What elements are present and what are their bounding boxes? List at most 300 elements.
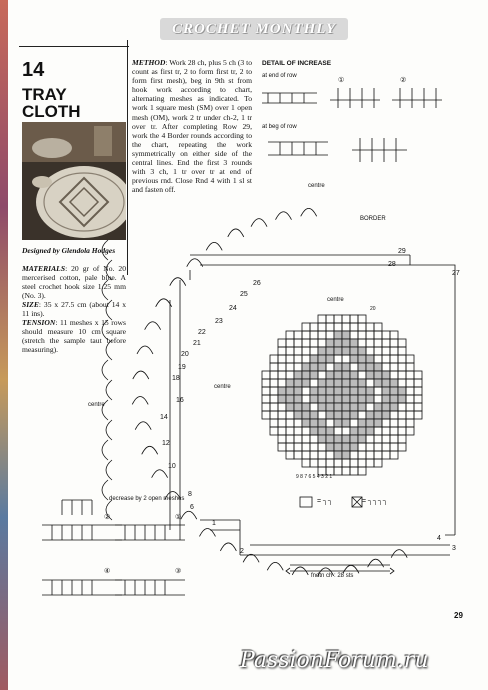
chart-mesh	[318, 443, 326, 451]
chart-mesh	[350, 339, 358, 347]
chart-mesh	[326, 339, 334, 347]
chart-mesh	[374, 395, 382, 403]
chart-mesh	[278, 443, 286, 451]
chart-mesh	[390, 443, 398, 451]
chart-mesh	[342, 331, 350, 339]
chart-mesh	[366, 379, 374, 387]
step-number: ④	[104, 568, 111, 575]
chart-mesh	[342, 467, 350, 475]
chart-mesh	[326, 379, 334, 387]
chart-mesh	[406, 403, 414, 411]
chart-mesh	[294, 395, 302, 403]
chart-mesh	[334, 435, 342, 443]
chart-mesh	[310, 387, 318, 395]
chart-mesh	[398, 419, 406, 427]
chart-mesh	[302, 363, 310, 371]
method-body: : Work 28 ch, plus 5 ch (3 to count as first tr, 2 to form first tr, 2 to form first mesh), beg in 9th st from hook work according to chart, alternating meshes as indicated. To work 1 square mesh (SM) over 1 open mesh (OM), work 2 tr under ch-2, 1 tr over tr. After completing Row 29, work the 4 Border rounds according to the chart, repeating the work symmetrically on either side of the central lines. End the first 3 rounds with 3 ch, 1 tr over tr at end of previous rnd. Close Rnd 4 with 1 sl st and fasten off.	[132, 58, 252, 195]
chart-mesh	[326, 427, 334, 435]
border-scallop	[391, 550, 407, 558]
chart-mesh	[334, 443, 342, 451]
row-label: 26	[253, 280, 261, 287]
step-number: ②	[400, 77, 407, 84]
chart-mesh	[318, 419, 326, 427]
border-scallop	[135, 422, 151, 430]
chart-mesh	[318, 435, 326, 443]
chart-mesh	[350, 411, 358, 419]
row-label: 1	[212, 520, 216, 527]
chart-mesh	[286, 331, 294, 339]
chart-mesh	[334, 419, 342, 427]
chart-mesh	[366, 451, 374, 459]
chart-mesh	[334, 379, 342, 387]
row-label: 8	[188, 491, 192, 498]
chart-mesh	[334, 395, 342, 403]
chart-mesh	[390, 395, 398, 403]
header-title: CROCHET MONTHLY	[171, 21, 337, 37]
chart-mesh	[310, 443, 318, 451]
row-label: 28	[388, 261, 396, 268]
chart-mesh	[342, 427, 350, 435]
chart-mesh	[302, 323, 310, 331]
border-scallop	[132, 396, 148, 404]
chart-mesh	[366, 331, 374, 339]
chart-mesh	[294, 435, 302, 443]
chart-mesh	[374, 427, 382, 435]
chart-mesh	[334, 451, 342, 459]
chart-mesh	[310, 451, 318, 459]
chart-mesh	[302, 347, 310, 355]
chart-mesh	[382, 379, 390, 387]
chart-mesh	[374, 459, 382, 467]
tension-label: TENSION	[22, 318, 56, 327]
chart-mesh	[382, 387, 390, 395]
chart-mesh	[414, 371, 422, 379]
chart-mesh	[358, 419, 366, 427]
chart-mesh	[342, 387, 350, 395]
chart-mesh	[286, 363, 294, 371]
centre-label: centre	[214, 384, 231, 390]
chart-mesh	[318, 467, 326, 475]
chart-mesh	[310, 395, 318, 403]
chart-mesh	[406, 395, 414, 403]
chart-mesh	[382, 371, 390, 379]
tension-value: : 11 meshes x 15 rows should measure 10 cm square (stretch the sample taut before measuring).	[22, 318, 126, 354]
row-label: 21	[193, 340, 201, 347]
chart-mesh	[294, 363, 302, 371]
chart-mesh	[326, 459, 334, 467]
chart-mesh	[350, 403, 358, 411]
chart-mesh	[302, 379, 310, 387]
border-scallop	[106, 460, 112, 480]
chart-mesh	[406, 379, 414, 387]
centre-label: centre	[308, 183, 325, 189]
chart-mesh	[398, 339, 406, 347]
chart-mesh	[318, 315, 326, 323]
chart-mesh	[342, 403, 350, 411]
chart-mesh	[414, 387, 422, 395]
chart-mesh	[366, 395, 374, 403]
chart-mesh	[342, 419, 350, 427]
chart-mesh	[302, 459, 310, 467]
chart-mesh	[374, 339, 382, 347]
chart-mesh	[294, 355, 302, 363]
chart-mesh	[286, 339, 294, 347]
pattern-number: 14	[22, 59, 45, 81]
chart-mesh	[278, 339, 286, 347]
chart-mesh	[374, 451, 382, 459]
border-scallop	[102, 320, 108, 340]
chart-mesh	[326, 435, 334, 443]
chart-mesh	[374, 435, 382, 443]
chart-mesh	[406, 419, 414, 427]
chart-mesh	[278, 363, 286, 371]
chart-mesh	[302, 387, 310, 395]
chart-mesh	[286, 435, 294, 443]
chart-mesh	[390, 371, 398, 379]
chart-mesh	[406, 355, 414, 363]
chart-mesh	[334, 427, 342, 435]
border-scallop	[206, 242, 222, 250]
chart-mesh	[334, 323, 342, 331]
chart-row-number: 20	[370, 306, 376, 312]
chart-mesh	[302, 427, 310, 435]
row-label: 10	[168, 463, 176, 470]
chart-mesh	[350, 427, 358, 435]
border-scallop	[106, 500, 112, 520]
chart-mesh	[302, 331, 310, 339]
chart-mesh	[366, 371, 374, 379]
row-label: 23	[215, 318, 223, 325]
chart-mesh	[414, 411, 422, 419]
chart-mesh	[398, 443, 406, 451]
chart-mesh	[374, 379, 382, 387]
chart-mesh	[318, 411, 326, 419]
chart-mesh	[366, 363, 374, 371]
chart-column-numbers: 9 8 7 6 5 4 3 2 1	[296, 474, 333, 480]
border-scallop	[106, 420, 112, 440]
border-scallop	[106, 260, 112, 280]
border-scallop	[170, 278, 186, 286]
row-label: 25	[240, 291, 248, 298]
chart-mesh	[390, 379, 398, 387]
chart-mesh	[334, 315, 342, 323]
chart-mesh	[318, 355, 326, 363]
border-scallop	[137, 346, 153, 354]
chart-mesh	[366, 403, 374, 411]
chart-mesh	[358, 443, 366, 451]
chart-mesh	[294, 451, 302, 459]
chart-mesh	[334, 339, 342, 347]
chart-mesh	[342, 371, 350, 379]
chart-mesh	[310, 355, 318, 363]
chart-mesh	[398, 435, 406, 443]
chart-mesh	[302, 435, 310, 443]
chart-mesh	[342, 347, 350, 355]
chart-mesh	[390, 451, 398, 459]
chart-mesh	[382, 331, 390, 339]
border-scallop	[106, 340, 112, 360]
border-scallop	[368, 559, 384, 567]
at-beg-label: at beg of row	[262, 124, 297, 130]
chart-mesh	[326, 467, 334, 475]
chart-mesh	[302, 451, 310, 459]
chart-mesh	[326, 443, 334, 451]
chart-mesh	[318, 339, 326, 347]
chart-mesh	[334, 411, 342, 419]
chart-mesh	[326, 403, 334, 411]
chart-mesh	[270, 371, 278, 379]
chart-mesh	[342, 363, 350, 371]
chart-mesh	[318, 459, 326, 467]
chart-mesh	[406, 363, 414, 371]
chart-mesh	[390, 419, 398, 427]
chart-mesh	[390, 435, 398, 443]
chart-mesh	[414, 403, 422, 411]
chart-mesh	[278, 395, 286, 403]
border-scallop	[102, 400, 108, 420]
border-scallop	[275, 212, 291, 220]
chart-mesh	[326, 411, 334, 419]
chart-mesh	[390, 355, 398, 363]
chart-mesh	[334, 467, 342, 475]
chart-mesh	[286, 403, 294, 411]
chart-mesh	[334, 363, 342, 371]
row-label: 27	[452, 270, 460, 277]
chart-mesh	[358, 451, 366, 459]
chart-mesh	[310, 371, 318, 379]
chart-mesh	[350, 451, 358, 459]
chart-mesh	[278, 371, 286, 379]
chart-mesh	[326, 419, 334, 427]
chart-mesh	[358, 387, 366, 395]
chart-mesh	[382, 339, 390, 347]
chart-mesh	[366, 443, 374, 451]
chart-mesh	[270, 403, 278, 411]
chart-mesh	[406, 387, 414, 395]
row-label: 16	[176, 397, 184, 404]
decrease-label: decrease by 2 open meshes	[109, 496, 185, 502]
chart-mesh	[358, 459, 366, 467]
chart-mesh	[310, 459, 318, 467]
chart-mesh	[350, 331, 358, 339]
chart-mesh	[310, 419, 318, 427]
chart-mesh	[406, 427, 414, 435]
chart-mesh	[310, 427, 318, 435]
chart-mesh	[286, 411, 294, 419]
centre-label: centre	[88, 402, 105, 408]
chart-mesh	[326, 371, 334, 379]
chart-mesh	[334, 355, 342, 363]
chart-mesh	[278, 355, 286, 363]
chart-mesh	[390, 339, 398, 347]
chart-mesh	[342, 379, 350, 387]
chart-mesh	[342, 323, 350, 331]
chart-mesh	[358, 331, 366, 339]
chart-mesh	[398, 363, 406, 371]
step-number: ②	[104, 514, 111, 521]
chart-mesh	[286, 347, 294, 355]
title-line: CLOTH	[22, 102, 81, 121]
chart-mesh	[358, 323, 366, 331]
chart-mesh	[350, 435, 358, 443]
border-scallop	[165, 492, 181, 500]
chart-mesh	[326, 395, 334, 403]
legend-filled: = ┐┐┐┐	[362, 498, 388, 505]
chart-mesh	[302, 403, 310, 411]
chart-mesh	[310, 331, 318, 339]
chart-mesh	[310, 379, 318, 387]
chart-mesh	[374, 363, 382, 371]
chart-mesh	[358, 467, 366, 475]
chart-mesh	[262, 379, 270, 387]
chart-mesh	[342, 435, 350, 443]
chart-mesh	[286, 419, 294, 427]
chart-mesh	[318, 331, 326, 339]
chart-mesh	[334, 347, 342, 355]
border-scallop	[156, 299, 172, 307]
chart-mesh	[278, 411, 286, 419]
chart-mesh	[270, 419, 278, 427]
border-scallop	[228, 229, 244, 237]
chart-mesh	[262, 371, 270, 379]
chart-mesh	[286, 443, 294, 451]
chart-mesh	[358, 371, 366, 379]
chart-mesh	[294, 387, 302, 395]
chart-mesh	[358, 395, 366, 403]
chart-mesh	[262, 395, 270, 403]
chart-mesh	[342, 451, 350, 459]
chart-mesh	[326, 315, 334, 323]
border-scallop	[220, 543, 236, 551]
step-number: ①	[175, 514, 182, 521]
chart-mesh	[334, 371, 342, 379]
row-label: 4	[437, 535, 441, 542]
chart-mesh	[318, 347, 326, 355]
chart-mesh	[310, 411, 318, 419]
chart-mesh	[278, 379, 286, 387]
chart-mesh	[374, 355, 382, 363]
chart-mesh	[286, 451, 294, 459]
border-scallop	[267, 562, 283, 570]
chart-mesh	[414, 379, 422, 387]
chart-mesh	[342, 443, 350, 451]
chart-mesh	[318, 379, 326, 387]
chart-mesh	[374, 347, 382, 355]
materials-label: MATERIALS	[22, 264, 66, 273]
chart-mesh	[390, 331, 398, 339]
legend-open: = ┐┐	[317, 498, 333, 505]
chart-mesh	[366, 323, 374, 331]
chart-mesh	[318, 403, 326, 411]
chart-mesh	[382, 451, 390, 459]
chart-mesh	[302, 371, 310, 379]
chart-mesh	[398, 395, 406, 403]
chart-mesh	[366, 339, 374, 347]
chart-mesh	[270, 355, 278, 363]
chart-mesh	[398, 427, 406, 435]
border-scallop	[106, 300, 112, 320]
chart-mesh	[270, 411, 278, 419]
chart-mesh	[350, 363, 358, 371]
centre-label: centre	[327, 297, 344, 303]
chart-mesh	[262, 403, 270, 411]
chart-mesh	[342, 395, 350, 403]
chart-mesh	[310, 363, 318, 371]
chart-mesh	[358, 411, 366, 419]
chart-mesh	[318, 427, 326, 435]
row-label: 19	[178, 364, 186, 371]
chart-mesh	[294, 411, 302, 419]
border-scallop	[102, 440, 108, 460]
chart-mesh	[350, 347, 358, 355]
chart-mesh	[366, 435, 374, 443]
chart-mesh	[318, 395, 326, 403]
chart-mesh	[318, 451, 326, 459]
chart-mesh	[334, 387, 342, 395]
chart-mesh	[278, 427, 286, 435]
chart-mesh	[382, 435, 390, 443]
chart-mesh	[262, 387, 270, 395]
chart-mesh	[286, 379, 294, 387]
at-end-label: at end of row	[262, 73, 297, 79]
chart-mesh	[366, 387, 374, 395]
chart-mesh	[366, 459, 374, 467]
chart-mesh	[278, 387, 286, 395]
chart-mesh	[294, 339, 302, 347]
step-number: ③	[175, 568, 182, 575]
chart-mesh	[358, 403, 366, 411]
chart-mesh	[342, 411, 350, 419]
chart-mesh	[310, 339, 318, 347]
chart-mesh	[334, 403, 342, 411]
chart-mesh	[302, 355, 310, 363]
border-scallop	[152, 470, 168, 478]
chart-mesh	[326, 451, 334, 459]
chart-mesh	[390, 347, 398, 355]
chart-mesh	[366, 411, 374, 419]
chart-mesh	[278, 419, 286, 427]
border-scallop	[343, 565, 359, 573]
chart-mesh	[398, 347, 406, 355]
chart-mesh	[390, 387, 398, 395]
chart-mesh	[326, 331, 334, 339]
chart-mesh	[358, 339, 366, 347]
chart-mesh	[390, 363, 398, 371]
chart-mesh	[350, 379, 358, 387]
chart-mesh	[326, 355, 334, 363]
row-label: 2	[240, 548, 244, 555]
chart-mesh	[358, 363, 366, 371]
chart-mesh	[358, 435, 366, 443]
chart-mesh	[294, 403, 302, 411]
row-label: 6	[190, 504, 194, 511]
chart-mesh	[382, 427, 390, 435]
chart-mesh	[350, 315, 358, 323]
chart-mesh	[294, 331, 302, 339]
chart-mesh	[318, 387, 326, 395]
border-label: BORDER	[360, 216, 386, 222]
chart-mesh	[382, 443, 390, 451]
size-label: SIZE	[22, 300, 39, 309]
border-scallop	[251, 219, 267, 227]
chart-mesh	[270, 363, 278, 371]
chart-mesh	[350, 395, 358, 403]
chart-mesh	[326, 323, 334, 331]
row-label: 22	[198, 329, 206, 336]
border-scallop	[133, 371, 149, 379]
row-label: 18	[172, 375, 180, 382]
chart-mesh	[374, 331, 382, 339]
